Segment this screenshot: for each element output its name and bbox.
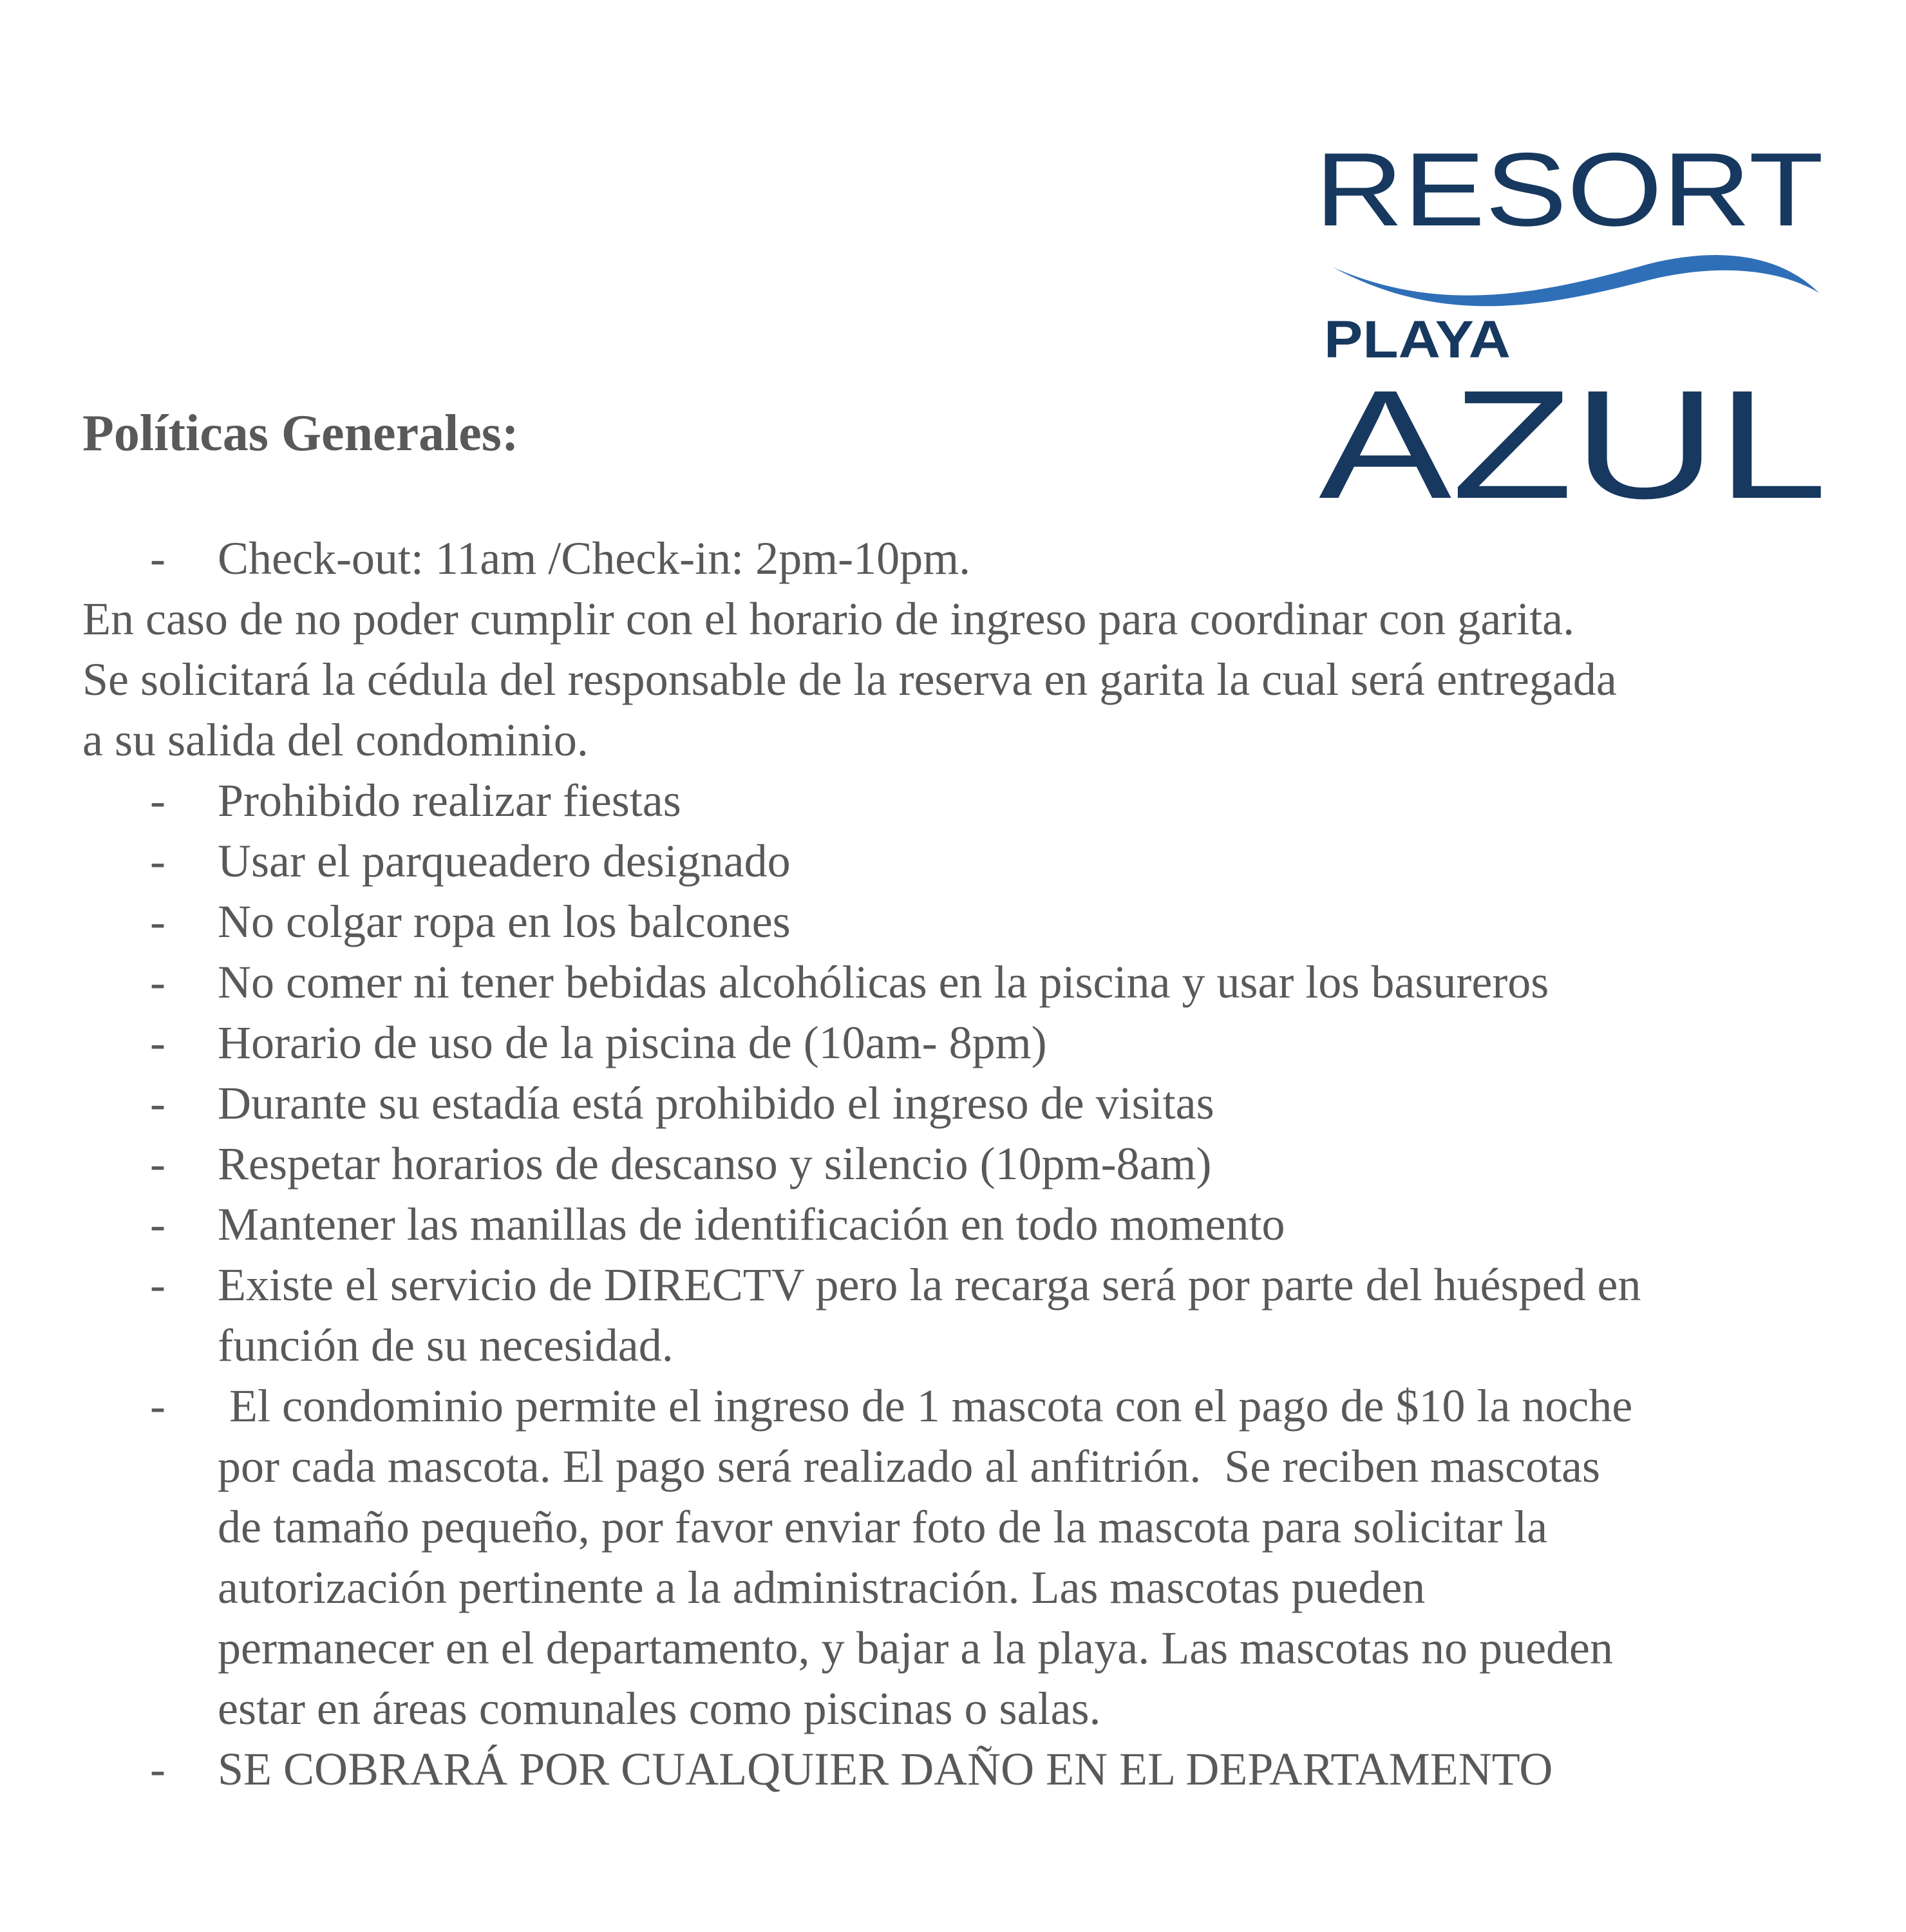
list-item-line: de tamaño pequeño, por favor enviar foto de la mascota para solicitar la xyxy=(218,1501,1548,1553)
policy-list xyxy=(82,528,1834,1799)
list-item-line: Existe el servicio de DIRECTV pero la recarga será por parte del huésped en xyxy=(218,1259,1641,1311)
bullet-dash: - xyxy=(150,1017,165,1068)
list-item xyxy=(82,1073,1834,1133)
list-item xyxy=(82,952,1834,1012)
list-item-line: Respetar horarios de descanso y silencio (10pm-8am) xyxy=(218,1138,1212,1189)
bullet-dash: - xyxy=(150,1380,165,1432)
resort-playa-azul-logo xyxy=(1314,138,1829,506)
policy-items xyxy=(82,770,1834,1799)
list-item-line: Prohibido realizar fiestas xyxy=(218,775,681,826)
bullet-dash: - xyxy=(150,896,165,947)
list-item-text xyxy=(218,770,1834,831)
list-item-line: SE COBRARÁ POR CUALQUIER DAÑO EN EL DEPARTAMENTO xyxy=(218,1743,1553,1795)
list-item xyxy=(82,1376,1834,1739)
list-item xyxy=(82,1012,1834,1073)
list-item xyxy=(82,891,1834,952)
list-item-line: autorización pertinente a la administración. Las mascotas pueden xyxy=(218,1562,1426,1613)
logo-resort-text: RESORT xyxy=(1315,138,1824,248)
list-item-line: No colgar ropa en los balcones xyxy=(218,896,791,947)
list-item-line: El condominio permite el ingreso de 1 mascota con el pago de $10 la noche xyxy=(218,1380,1633,1432)
bullet-dash: - xyxy=(150,1198,165,1250)
bullet-dash: - xyxy=(150,1743,165,1795)
list-item-text xyxy=(218,831,1834,891)
list-item-line: permanecer en el departamento, y bajar a la playa. Las mascotas no pueden xyxy=(218,1622,1613,1674)
list-item-line: por cada mascota. El pago será realizado al anfitrión. Se reciben mascotas xyxy=(218,1441,1601,1492)
wave-icon xyxy=(1333,255,1819,306)
logo-playa-text: PLAYA xyxy=(1324,310,1511,369)
list-item-text xyxy=(218,1133,1834,1194)
list-item-text xyxy=(218,1739,1834,1799)
list-item xyxy=(82,770,1834,831)
list-item-line: No comer ni tener bebidas alcohólicas en la piscina y usar los basureros xyxy=(218,956,1549,1008)
logo-azul-text: AZUL xyxy=(1319,358,1827,506)
list-item-text xyxy=(218,891,1834,952)
list-item-line: función de su necesidad. xyxy=(218,1320,674,1371)
list-item xyxy=(82,1739,1834,1799)
bullet-dash: - xyxy=(150,775,165,826)
list-item-text xyxy=(218,1073,1834,1133)
bullet-dash: - xyxy=(150,1077,165,1129)
bullet-dash: - xyxy=(150,533,165,584)
list-item xyxy=(82,831,1834,891)
bullet-dash: - xyxy=(150,1259,165,1311)
list-item xyxy=(82,1194,1834,1255)
list-item-text xyxy=(218,1376,1834,1739)
bullet-dash: - xyxy=(150,956,165,1008)
list-item-text xyxy=(218,1012,1834,1073)
list-item-text xyxy=(218,952,1834,1012)
list-item xyxy=(82,528,1834,589)
bullet-dash: - xyxy=(150,835,165,887)
list-item-line: estar en áreas comunales como piscinas o salas. xyxy=(218,1683,1101,1734)
list-item xyxy=(82,1255,1834,1376)
list-item-line: Mantener las manillas de identificación en todo momento xyxy=(218,1198,1285,1250)
list-item-text xyxy=(218,1255,1834,1376)
list-item-text: Check-out: 11am /Check-in: 2pm-10pm. xyxy=(218,533,971,584)
list-item-line: Usar el parqueadero designado xyxy=(218,835,791,887)
list-item-line: Horario de uso de la piscina de (10am- 8pm) xyxy=(218,1017,1047,1068)
list-item-line: Durante su estadía está prohibido el ingreso de visitas xyxy=(218,1077,1214,1129)
list-item-text xyxy=(218,1194,1834,1255)
page-title: Políticas Generales: xyxy=(82,405,519,462)
list-item xyxy=(82,1133,1834,1194)
bullet-dash: - xyxy=(150,1138,165,1189)
paragraph-line: Se solicitará la cédula del responsable de la reserva en garita la cual será entregada xyxy=(82,654,1617,705)
paragraph-line: a su salida del condominio. xyxy=(82,714,589,766)
paragraph-line: En caso de no poder cumplir con el horario de ingreso para coordinar con garita. xyxy=(82,593,1575,645)
check-in-paragraph xyxy=(82,589,1834,770)
